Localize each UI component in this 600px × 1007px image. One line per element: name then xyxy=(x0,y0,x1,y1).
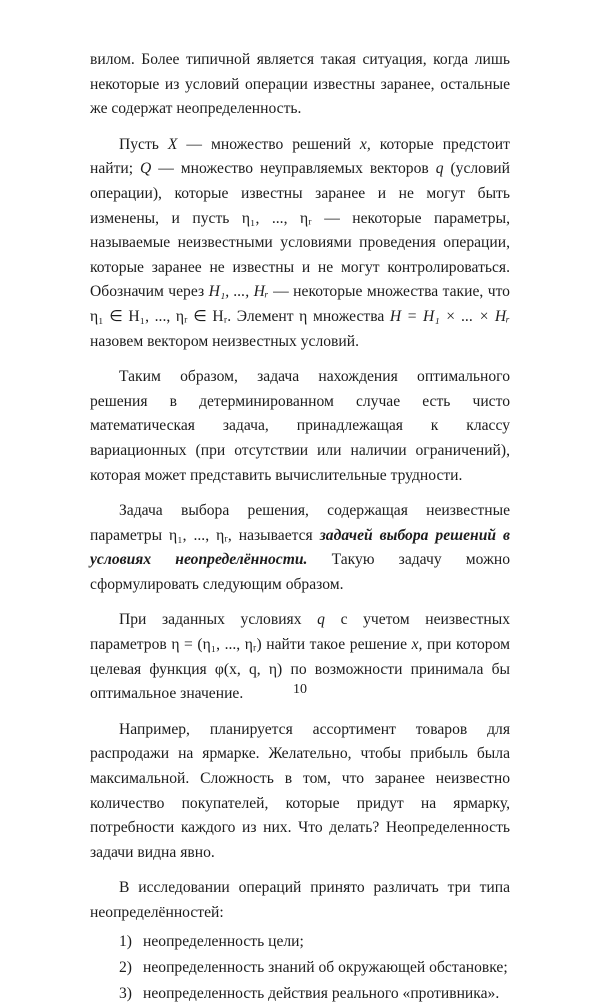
p4-text-1: Задача выбора решения, содержащая неизвестные параметры xyxy=(90,502,510,544)
p2-text-4: — множество неуправляемых векторов xyxy=(158,160,429,178)
eta-list: η₁, ..., ηᵣ xyxy=(241,209,312,227)
list-item-number: 2) xyxy=(119,958,132,976)
p2-text-1: Пусть xyxy=(119,135,159,153)
p2-text-7: — некоторые множества такие, что xyxy=(273,283,510,301)
p2-text-5: (условий операции), которые известны заранее и не могут быть изменены, и пусть xyxy=(90,160,510,227)
var-q: q xyxy=(435,160,444,178)
p2-text-3: которые предстоит найти; xyxy=(90,135,510,178)
paragraph-1: вилом. Более типичной является такая ситуация, когда лишь некоторые из условий операции известны заранее, остальные же содержат неопределенность. xyxy=(90,51,510,118)
p2-text-6: — некоторые параметры, называемые неизвестными условиями проведения операции, которые заранее не известны и не могут контролироваться. Обозначим через xyxy=(90,209,510,301)
p4-text-3: Такую задачу можно сформулировать следующим образом. xyxy=(90,551,510,593)
p2-text-8: Элемент xyxy=(236,307,294,325)
var-eta: η xyxy=(299,307,308,325)
p5-text-4: при котором целевая функция xyxy=(90,636,510,678)
var-x: x, xyxy=(359,135,371,153)
paragraph-3: Таким образом, задача нахождения оптимального решения в детерминированном случае есть чисто математическая задача, принадлежащая к классу вариационных (при отсутствии или наличии ограничений), которая может представить вычислительные трудности. xyxy=(90,368,510,484)
list-item-text: неопределенность цели; xyxy=(143,932,304,950)
p5-text-5: по возможности принимала бы оптимальное значение. xyxy=(90,660,510,703)
var-X: X xyxy=(167,135,178,153)
list-item xyxy=(119,929,510,955)
paragraph-2 xyxy=(90,133,510,354)
p5-text-3: найти такое решение xyxy=(266,636,408,654)
membership-formula: η₁ ∈ H₁, ..., ηᵣ ∈ Hᵣ. xyxy=(90,307,232,325)
definition-term: задачей выбора решений в условиях неопределённости. xyxy=(90,526,510,569)
page-number: 10 xyxy=(293,682,307,697)
H-list: H₁, ..., Hᵣ xyxy=(208,283,269,301)
p5-var-q: q xyxy=(317,611,325,629)
uncertainty-types-list xyxy=(90,929,510,1007)
list-item xyxy=(119,981,510,1007)
p5-var-x: x, xyxy=(411,636,423,654)
list-item-number: 3) xyxy=(119,984,132,1002)
p5-text-2: с учетом неизвестных параметров xyxy=(90,611,510,654)
p4-text-2: называется xyxy=(238,526,313,544)
p5-text-1: При заданных условиях xyxy=(119,611,302,629)
var-Q: Q xyxy=(140,160,152,178)
list-item-text: неопределенность знаний об окружающей обстановке; xyxy=(143,958,508,976)
eta-vector: η = (η₁, ..., ηᵣ) xyxy=(171,636,262,654)
p2-text-9: множества xyxy=(312,307,385,325)
paragraph-7: В исследовании операций принято различать три типа неопределённостей: xyxy=(90,879,510,921)
list-item-number: 1) xyxy=(119,932,132,950)
paragraph-4 xyxy=(90,499,510,597)
p2-text-2: — множество решений xyxy=(186,135,351,153)
objective-function: φ(x, q, η) xyxy=(214,660,283,678)
paragraph-6: Например, планируется ассортимент товаров для распродажи на ярмарке. Желательно, чтобы прибыль была максимальной. Сложность в том, что заранее неизвестно количество покупателей, которые придут на ярмарку, потребности каждого из них. Что делать? Неопределенность задачи видна явно. xyxy=(90,720,510,861)
product-formula: H = H₁ × ... × Hᵣ xyxy=(389,307,510,325)
p2-text-10: назовем вектором неизвестных условий. xyxy=(90,332,359,350)
p4-eta-list: η₁, ..., ηᵣ, xyxy=(169,526,232,544)
list-item-text: неопределенность действия реального «противника». xyxy=(143,984,500,1002)
list-item xyxy=(119,955,510,981)
